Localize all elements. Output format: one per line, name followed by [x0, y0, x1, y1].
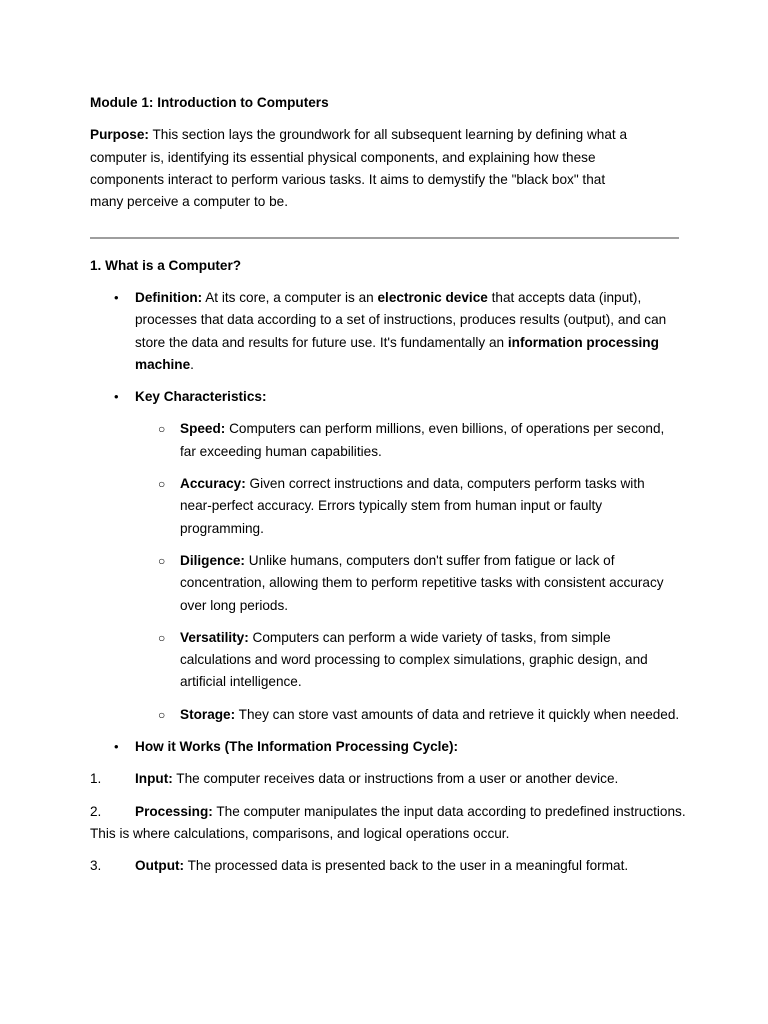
step-output: 3. Output: The processed data is presented back to the user in a meaningful format.: [90, 855, 690, 877]
step-processing: 2. Processing: The computer manipulates the input data according to predefined instructions. This is where calculations, comparisons, and logical operations occur.: [90, 801, 690, 846]
purpose-label: Purpose:: [90, 127, 149, 143]
definition-item: • Definition: At its core, a computer is an electronic device that accepts data (input), processes that data according to a set of instructions, produces results (output), and can store the data and results for future use. It's fundamentally an information processing machine.: [90, 287, 687, 376]
intro-block: [90, 92, 690, 213]
how-it-works-label: How it Works (The Information Processing Cycle):: [135, 739, 459, 755]
step-number: 3.: [90, 858, 102, 874]
bullet-icon: •: [114, 290, 119, 305]
purpose-paragraph: [90, 124, 638, 213]
section-heading: 1. What is a Computer?: [90, 258, 242, 273]
key-characteristics-label: Key Characteristics:: [135, 389, 267, 405]
list-item: ○ Storage: They can store vast amounts of data and retrieve it quickly when needed.: [90, 704, 680, 726]
circle-bullet-icon: ○: [158, 422, 166, 437]
circle-bullet-icon: ○: [158, 477, 166, 492]
definition-label: Definition:: [135, 290, 203, 305]
list-item: ○ Diligence: Unlike humans, computers don't suffer from fatigue or lack of concentration, allowing them to perform repetitive tasks with consistent accuracy over long periods.: [90, 550, 680, 617]
module-title: Module 1: Introduction to Computers: [90, 95, 329, 110]
key-characteristics-item: [90, 386, 690, 408]
bullet-icon: •: [114, 389, 119, 405]
bullet-icon: •: [114, 739, 119, 755]
step-input: 1. Input: The computer receives data or instructions from a user or another device.: [90, 768, 690, 790]
list-item: ○ Speed: Computers can perform millions, even billions, of operations per second, far exceeding human capabilities.: [90, 418, 680, 463]
horizontal-divider: [90, 237, 679, 239]
circle-bullet-icon: ○: [158, 707, 166, 722]
list-item: ○ Versatility: Computers can perform a wide variety of tasks, from simple calculations and word processing to complex simulations, graphic design, and artificial intelligence.: [90, 627, 680, 694]
circle-bullet-icon: ○: [158, 553, 166, 568]
step-number: 1.: [90, 771, 102, 787]
how-it-works-item: [90, 736, 690, 758]
list-item: ○ Accuracy: Given correct instructions and data, computers perform tasks with near-perfect accuracy. Errors typically stem from human input or faulty programming.: [90, 473, 680, 540]
purpose-text: This section lays the groundwork for all subsequent learning by defining what a computer is, identifying its essential physical components, and explaining how these components interact to perform various tasks. It aims to demystify the "black box" that many perceive a computer to be.: [90, 127, 627, 210]
step-number: 2.: [90, 803, 102, 819]
section-content: [90, 287, 690, 888]
circle-bullet-icon: ○: [158, 630, 166, 645]
